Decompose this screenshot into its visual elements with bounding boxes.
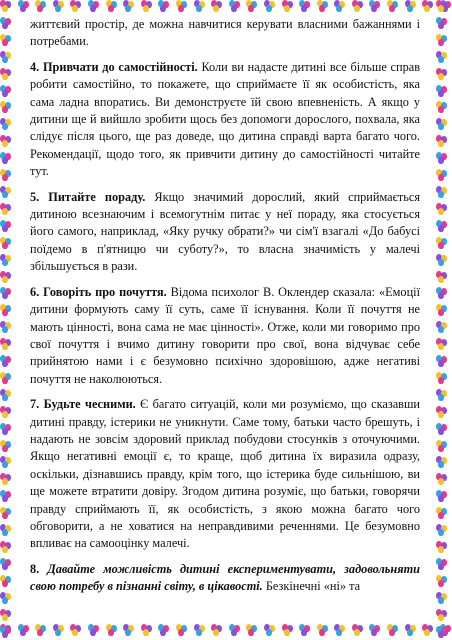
- balloon-icon: [436, 101, 448, 115]
- balloon-icon: [123, 624, 135, 638]
- balloon-icon: [0, 34, 12, 48]
- item-number: 4.: [30, 59, 40, 74]
- balloon-icon: [211, 0, 223, 14]
- balloon-icon: [0, 169, 12, 183]
- balloon-icon: [436, 169, 448, 183]
- balloon-icon: [0, 0, 12, 14]
- balloon-icon: [317, 624, 329, 638]
- item-heading: Будьте чесними.: [43, 397, 136, 412]
- balloon-icon: [35, 624, 47, 638]
- balloon-icon: [264, 0, 276, 14]
- item-heading: Привчати до самостійності.: [42, 59, 198, 74]
- balloon-icon: [0, 338, 12, 352]
- balloon-icon: [436, 355, 448, 369]
- item-heading: Давайте можливість дитині експериментувати, задовольняти свою потребу в пізнанні світу, в цікавості.: [30, 561, 420, 594]
- balloon-icon: [0, 152, 12, 166]
- balloon-icon: [0, 68, 12, 82]
- balloon-icon: [229, 0, 241, 14]
- balloon-icon: [123, 0, 135, 14]
- balloon-icon: [0, 609, 12, 623]
- balloon-icon: [246, 0, 258, 14]
- balloon-icon: [0, 321, 12, 335]
- balloon-icon: [106, 0, 118, 14]
- paragraph-text: Безкінечні «ні» та: [262, 579, 361, 594]
- decorative-border-bottom: [0, 624, 452, 640]
- balloon-icon: [436, 490, 448, 504]
- balloon-icon: [422, 624, 434, 638]
- paragraph-8: [30, 561, 420, 596]
- balloon-icon: [436, 254, 448, 268]
- balloon-icon: [0, 473, 12, 487]
- balloon-icon: [0, 558, 12, 572]
- balloon-icon: [436, 507, 448, 521]
- document-page: [30, 16, 420, 604]
- balloon-icon: [18, 624, 30, 638]
- balloon-icon: [0, 85, 12, 99]
- balloon-icon: [299, 624, 311, 638]
- balloon-icon: [0, 592, 12, 606]
- decorative-border-top: [0, 0, 452, 16]
- item-number: 6.: [30, 284, 40, 299]
- balloon-icon: [158, 0, 170, 14]
- balloon-icon: [436, 203, 448, 217]
- balloon-icon: [436, 473, 448, 487]
- balloon-icon: [387, 624, 399, 638]
- balloon-icon: [436, 575, 448, 589]
- balloon-icon: [0, 51, 12, 65]
- balloon-icon: [0, 287, 12, 301]
- balloon-icon: [0, 440, 12, 454]
- balloon-icon: [88, 0, 100, 14]
- decorative-border-right: [436, 0, 452, 640]
- item-heading: Питайте пораду.: [48, 189, 146, 204]
- balloon-icon: [405, 624, 417, 638]
- balloon-icon: [436, 592, 448, 606]
- balloon-icon: [436, 456, 448, 470]
- balloon-icon: [436, 626, 448, 640]
- balloon-icon: [0, 118, 12, 132]
- balloon-icon: [246, 624, 258, 638]
- balloon-icon: [436, 304, 448, 318]
- balloon-icon: [0, 17, 12, 31]
- balloon-icon: [436, 68, 448, 82]
- balloon-icon: [106, 624, 118, 638]
- balloon-icon: [194, 624, 206, 638]
- balloon-icon: [0, 423, 12, 437]
- balloon-icon: [352, 0, 364, 14]
- balloon-icon: [436, 271, 448, 285]
- balloon-icon: [0, 203, 12, 217]
- balloon-icon: [229, 624, 241, 638]
- balloon-icon: [141, 624, 153, 638]
- item-number: 8.: [30, 561, 40, 576]
- balloon-icon: [0, 524, 12, 538]
- balloon-icon: [176, 0, 188, 14]
- balloon-icon: [422, 0, 434, 14]
- paragraph-4: [30, 59, 420, 181]
- balloon-icon: [0, 626, 12, 640]
- decorative-border-left: [0, 0, 16, 640]
- balloon-icon: [436, 17, 448, 31]
- balloon-icon: [0, 575, 12, 589]
- paragraph-continuation: [30, 16, 420, 51]
- balloon-icon: [436, 152, 448, 166]
- balloon-icon: [211, 624, 223, 638]
- balloon-icon: [334, 0, 346, 14]
- balloon-icon: [0, 406, 12, 420]
- balloon-icon: [0, 372, 12, 386]
- balloon-icon: [436, 524, 448, 538]
- balloon-icon: [352, 624, 364, 638]
- balloon-icon: [53, 624, 65, 638]
- balloon-icon: [436, 558, 448, 572]
- balloon-icon: [158, 624, 170, 638]
- balloon-icon: [317, 0, 329, 14]
- balloon-icon: [264, 624, 276, 638]
- balloon-icon: [334, 624, 346, 638]
- paragraph-text: Є багато ситуацій, коли ми розуміємо, що сказавши дитині правду, істерики не уникнути. Саме тому, батьки часто брешуть, і надають не зовсім здоровий приклад побудови стосунків з оточуючими. Якщо негативні емоції є, то краще, щоб дитина їх виразила одразу, оскільки, дізнавшись правду, крім того, що істерика буде сильнішою, ви ще можете втратити довіру. Згодом дитина розуміє, що батьки, говорячи правду сприймають її, як особистість, з якою можна багато чого обговорити, а не ховатися на неправдивими реченнями. Це безумовно впливає на самооцінку малечі.: [30, 397, 421, 551]
- balloon-icon: [0, 220, 12, 234]
- paragraph-text: Коли ви надасте дитині все більше справ робити самостійно, то покажете, що сприймаєте її як особистість, яка сама ладна впоратись. Ви демонструєте їй свою впевненість. А якщо у дитини ще й вийшло зробити щось без допомоги дорослого, похвала, яка слідує після цього, ще раз доведе, що дитина справді варта багато чого. Рекомендації, щодо того, як привчити дитину до самостійності читайте тут.: [30, 59, 420, 179]
- balloon-icon: [369, 0, 381, 14]
- balloon-icon: [0, 456, 12, 470]
- balloon-icon: [436, 406, 448, 420]
- paragraph-7: [30, 396, 420, 553]
- balloon-icon: [0, 237, 12, 251]
- balloon-icon: [436, 541, 448, 555]
- paragraph-text: життєвий простір, де можна навчитися керувати власними бажаннями і потребами.: [30, 17, 420, 49]
- balloon-icon: [0, 507, 12, 521]
- balloon-icon: [436, 338, 448, 352]
- balloon-icon: [436, 135, 448, 149]
- balloon-icon: [436, 85, 448, 99]
- balloon-icon: [436, 220, 448, 234]
- balloon-icon: [387, 0, 399, 14]
- balloon-icon: [53, 0, 65, 14]
- balloon-icon: [436, 321, 448, 335]
- balloon-icon: [405, 0, 417, 14]
- balloon-icon: [70, 624, 82, 638]
- balloon-icon: [436, 372, 448, 386]
- paragraph-text: Якщо значимий дорослий, який сприймається дитиною всезнаючим і всемогутнім питає у неї пораду, яка стосується його самого, наприклад, «Яку ручку обрати?» чи сім'ї взагалі «До бабусі поїдемо в п'ятницю чи суботу?», то власна значимість у малечі збільшується в рази.: [30, 189, 420, 274]
- balloon-icon: [0, 271, 12, 285]
- balloon-icon: [70, 0, 82, 14]
- balloon-icon: [0, 254, 12, 268]
- balloon-icon: [0, 490, 12, 504]
- balloon-icon: [0, 389, 12, 403]
- item-number: 5.: [30, 189, 40, 204]
- balloon-icon: [0, 304, 12, 318]
- balloon-icon: [369, 624, 381, 638]
- balloon-icon: [35, 0, 47, 14]
- balloon-icon: [436, 34, 448, 48]
- item-number: 7.: [30, 397, 40, 412]
- item-heading: Говоріть про почуття.: [43, 284, 167, 299]
- balloon-icon: [194, 0, 206, 14]
- balloon-icon: [18, 0, 30, 14]
- balloon-icon: [141, 0, 153, 14]
- balloon-icon: [0, 135, 12, 149]
- balloon-icon: [436, 186, 448, 200]
- balloon-icon: [436, 609, 448, 623]
- balloon-icon: [436, 51, 448, 65]
- balloon-icon: [436, 389, 448, 403]
- paragraph-6: [30, 284, 420, 388]
- balloon-icon: [436, 237, 448, 251]
- balloon-icon: [0, 355, 12, 369]
- balloon-icon: [0, 541, 12, 555]
- balloon-icon: [436, 287, 448, 301]
- balloon-icon: [176, 624, 188, 638]
- balloon-icon: [0, 101, 12, 115]
- balloon-icon: [282, 0, 294, 14]
- balloon-icon: [436, 440, 448, 454]
- balloon-icon: [436, 118, 448, 132]
- balloon-icon: [0, 186, 12, 200]
- balloon-icon: [299, 0, 311, 14]
- paragraph-text: Відома психолог В. Оклендер сказала: «Емоції дитини формують саму її суть, саме її існування. Коли її почуття не мають цінності, вона сама не має цінності». Отже, коли ми говоримо про свої почуття і вчимо дитину говорити про свої, вона відчуває себе прийнятою нами і є безумовно психічно здоровішою, адже негативі почуття не наколюються.: [30, 284, 420, 386]
- balloon-icon: [282, 624, 294, 638]
- balloon-icon: [436, 423, 448, 437]
- paragraph-5: [30, 189, 420, 276]
- balloon-icon: [436, 0, 448, 14]
- balloon-icon: [88, 624, 100, 638]
